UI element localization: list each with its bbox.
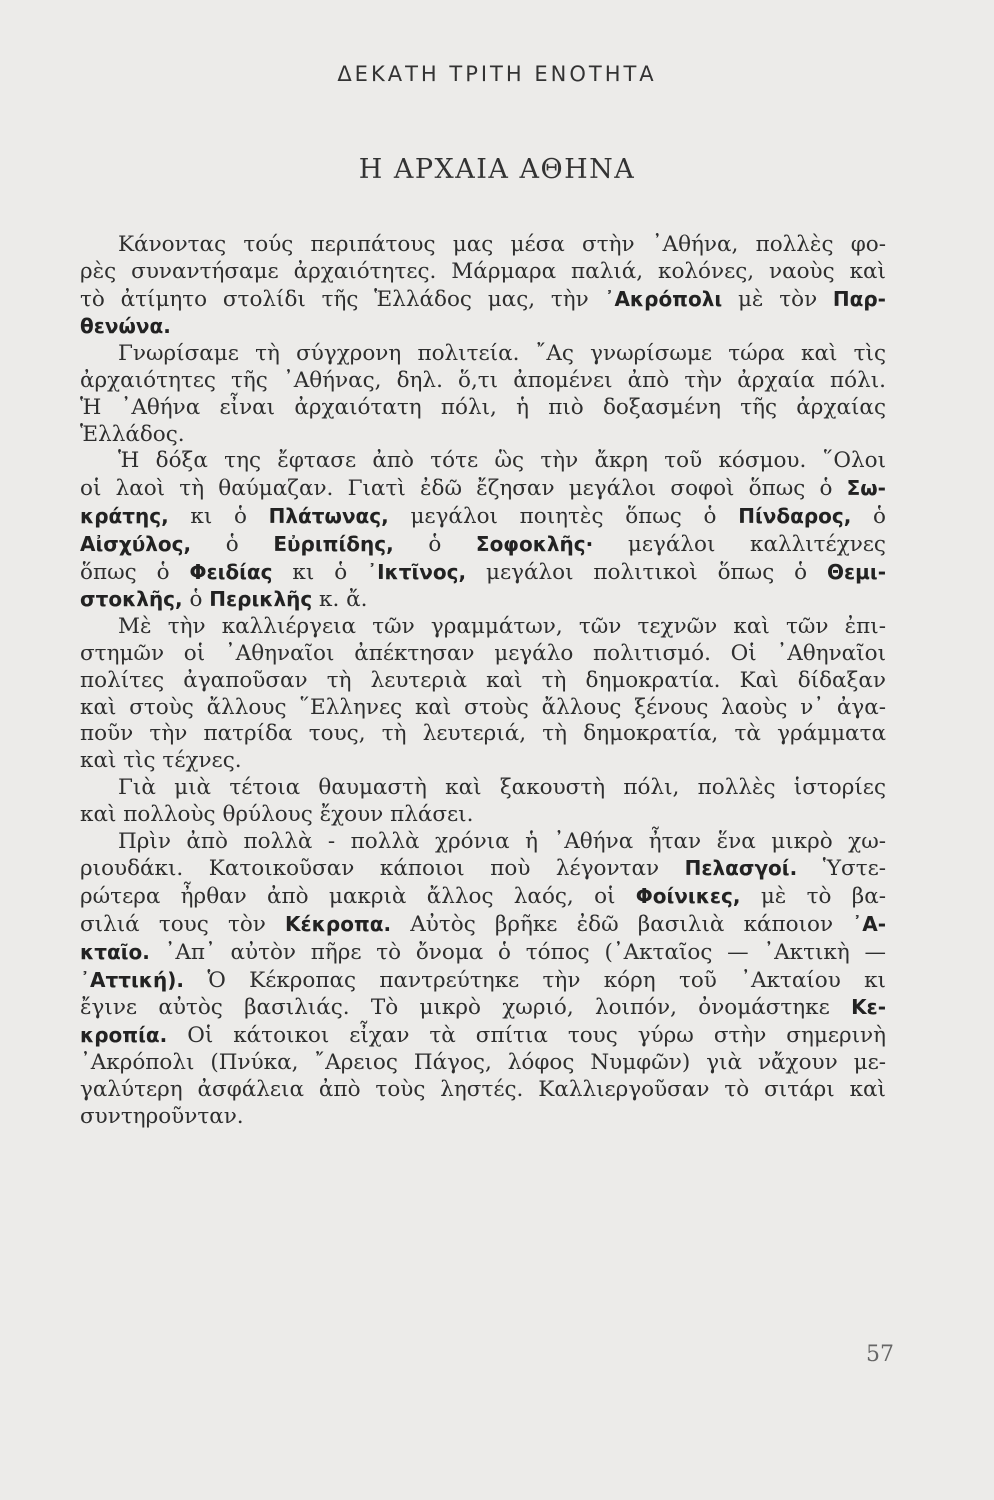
text-run: Ὁ Κέκροπας παντρεύτηκε τὴν κόρη τοῦ ᾽Ακταίου κι	[183, 967, 886, 993]
text-line	[80, 802, 886, 829]
text-line	[80, 368, 886, 395]
text-line	[80, 883, 886, 911]
text-run: Ἡ δόξα της ἔφτασε ἀπὸ τότε ὣς τὴν ἄκρη τοῦ κόσμου. ῞Ολοι	[118, 448, 886, 474]
paragraph	[80, 341, 886, 448]
text-line	[80, 341, 886, 368]
text-run: Ἡ ᾽Αθήνα εἶναι ἀρχαιότατη πόλι, ἡ πιὸ δοξασμένη τῆς ἀρχαίας	[80, 394, 886, 420]
text-run: τὸ ἀτίμητο στολίδι τῆς Ἑλλάδος μας, τὴν	[80, 286, 605, 312]
text-line	[80, 422, 886, 449]
text-line	[80, 721, 886, 748]
text-line	[80, 1050, 886, 1077]
text-run: συντηροῦνταν.	[80, 1103, 244, 1129]
bold-term: κράτης,	[80, 503, 169, 528]
text-run: σιλιά τους τὸν	[80, 911, 286, 937]
bold-term: Φοίνικες,	[635, 884, 741, 909]
text-line	[80, 503, 886, 531]
text-run: μεγάλοι πολιτικοὶ ὅπως ὁ	[466, 559, 828, 585]
text-run: Αὐτὸς βρῆκε ἐδῶ βασιλιὰ κάποιον	[391, 911, 853, 937]
text-line	[80, 395, 886, 422]
paragraph	[80, 232, 886, 341]
bold-term: Θεμι-	[827, 559, 886, 584]
text-run: ἀρχαιότητες τῆς ᾽Αθήνας, δηλ. ὅ,τι ἀπομένει ἀπὸ τὴν ἀρχαία πόλι.	[80, 367, 886, 393]
unit-heading: ΔΕΚΑΤΗ ΤΡΙΤΗ ΕΝΟΤΗΤΑ	[337, 62, 657, 86]
bold-term: Αἰσχύλος,	[80, 531, 192, 556]
text-line	[80, 994, 886, 1022]
bold-term: Πλάτωνας,	[268, 503, 389, 528]
text-run: κ. ἄ.	[312, 587, 368, 613]
bold-term: θενώνα.	[80, 314, 171, 339]
text-run: ὁ	[182, 587, 210, 613]
text-line	[80, 259, 886, 286]
text-run: Ὑστε-	[797, 856, 886, 882]
text-run: ὁ	[851, 503, 887, 529]
text-run: ποῦν τὴν πατρίδα τους, τὴ λευτεριά, τὴ δημοκρατία, τὰ γράμματα	[80, 721, 886, 747]
text-run: Ἑλλάδος.	[80, 421, 185, 447]
text-run: πολίτες ἀγαποῦσαν τὴ λευτεριὰ καὶ τὴ δημοκρατία. Καὶ δίδαξαν	[80, 667, 886, 693]
text-run: γαλύτερη ἀσφάλεια ἀπὸ τοὺς ληστές. Καλλιεργοῦσαν τὸ σιτάρι καὶ	[80, 1076, 886, 1102]
bold-term: Παρ-	[832, 286, 886, 311]
text-run: ρώτερα ἦρθαν ἀπὸ μακριὰ ἄλλος λαός, οἱ	[80, 884, 636, 910]
text-line	[80, 1077, 886, 1104]
text-run: καὶ στοὺς ἄλλους ῞Ελληνες καὶ στοὺς ἄλλους ξένους λαοὺς ν᾽ ἀγα-	[80, 694, 886, 720]
text-run: Πρὶν ἀπὸ πολλὰ - πολλὰ χρόνια ἡ ᾽Αθήνα ἦταν ἕνα μικρὸ χω-	[118, 828, 886, 854]
chapter-title: Η ΑΡΧΑΙΑ ΑΘΗΝΑ	[358, 154, 636, 185]
bold-term: ᾽Α-	[852, 911, 886, 936]
text-run: Γιὰ μιὰ τέτοια θαυμαστὴ καὶ ξακουστὴ πόλι, πολλὲς ἱστορίες	[118, 774, 886, 800]
text-run: στημῶν οἱ ᾽Αθηναῖοι ἀπέκτησαν μεγάλο πολιτισμό. Οἱ ᾽Αθηναῖοι	[80, 640, 886, 666]
text-run: κι ὁ	[168, 503, 269, 529]
text-run: ὁ	[191, 531, 274, 557]
text-run: καὶ τὶς τέχνες.	[80, 748, 242, 774]
text-line	[80, 475, 886, 503]
text-run: ᾽Απ᾽ αὐτὸν πῆρε τὸ ὄνομα ὁ τόπος (᾽Ακταῖος — ᾽Ακτικὴ —	[149, 939, 886, 965]
text-run: μεγάλοι καλλιτέχνες	[593, 531, 886, 557]
text-run: ὅπως ὁ	[80, 559, 190, 585]
text-run: Κάνοντας τούς περιπάτους μας μέσα στὴν ᾽Αθήνα, πολλὲς φο-	[118, 232, 886, 257]
text-run: ρὲς συναντήσαμε ἀρχαιότητες. Μάρμαρα παλιά, κολόνες, ναοὺς καὶ	[80, 258, 886, 284]
text-line	[80, 1104, 886, 1131]
paragraph	[80, 614, 886, 775]
text-line	[80, 286, 886, 314]
text-line	[80, 614, 886, 641]
text-run: κι ὁ	[272, 559, 368, 585]
text-line	[80, 939, 886, 967]
bold-term: ᾽Ικτῖνος,	[367, 559, 467, 584]
bold-term: Κε-	[851, 995, 886, 1020]
text-line	[80, 829, 886, 856]
bold-term: ᾽Ακρόπολι	[604, 286, 723, 311]
bold-term: Σοφοκλῆς·	[475, 531, 594, 556]
text-run: Μὲ τὴν καλλιέργεια τῶν γραμμάτων, τῶν τεχνῶν καὶ τῶν ἐπι-	[118, 614, 886, 640]
paragraph	[80, 775, 886, 829]
bold-term: Εὐριπίδης,	[273, 531, 394, 556]
text-run: ᾽Ακρόπολι (Πνύκα, ῎Αρειος Πάγος, λόφος Νυμφῶν) γιὰ νἄχουν με-	[80, 1049, 886, 1075]
text-line	[80, 448, 886, 475]
paragraph	[80, 829, 886, 1131]
text-line	[80, 855, 886, 883]
bold-term: κροπία.	[80, 1023, 168, 1048]
text-run: καὶ πολλοὺς θρύλους ἔχουν πλάσει.	[80, 801, 474, 827]
bold-term: Πελασγοί.	[684, 856, 798, 881]
text-line	[80, 1022, 886, 1050]
page-number: 57	[866, 1342, 894, 1367]
text-line	[80, 531, 886, 559]
bold-term: στοκλῆς,	[80, 587, 183, 612]
text-line	[80, 748, 886, 775]
bold-term: Σω-	[846, 476, 886, 501]
text-run: μὲ τὸν	[722, 286, 833, 312]
bold-term: ᾽Αττική).	[80, 967, 184, 992]
text-line	[80, 911, 886, 939]
text-run: ὁ	[393, 531, 476, 557]
text-line	[80, 641, 886, 668]
text-line	[80, 586, 886, 614]
text-run: ἔγινε αὐτὸς βασιλιάς. Τὸ μικρὸ χωριό, λοιπόν, ὀνομάστηκε	[80, 995, 852, 1021]
text-run: μὲ τὸ βα-	[740, 884, 886, 910]
bold-term: Κέκροπα.	[285, 911, 392, 936]
bold-term: Περικλῆς	[209, 587, 313, 612]
bold-term: κταῖο.	[80, 939, 150, 964]
bold-term: Φειδίας	[189, 559, 273, 584]
text-run: Γνωρίσαμε τὴ σύγχρονη πολιτεία. ῎Ας γνωρίσωμε τώρα καὶ τὶς	[118, 341, 886, 367]
paragraph	[80, 448, 886, 614]
text-line	[80, 668, 886, 695]
text-line	[80, 775, 886, 802]
text-run: ριουδάκι. Κατοικοῦσαν κάποιοι ποὺ λέγονταν	[80, 856, 685, 882]
text-run: οἱ λαοὶ τὴ θαύμαζαν. Γιατὶ ἐδῶ ἔζησαν μεγάλοι σοφοὶ ὅπως ὁ	[80, 476, 847, 502]
text-run: Οἱ κάτοικοι εἶχαν τὰ σπίτια τους γύρω στὴν σημερινὴ	[167, 1023, 886, 1049]
text-line	[80, 695, 886, 722]
text-line	[80, 967, 886, 995]
text-line	[80, 559, 886, 587]
text-line	[80, 232, 886, 259]
text-line	[80, 313, 886, 341]
body-text	[80, 232, 886, 1130]
text-run: μεγάλοι ποιητὲς ὅπως ὁ	[388, 503, 739, 529]
bold-term: Πίνδαρος,	[738, 503, 852, 528]
